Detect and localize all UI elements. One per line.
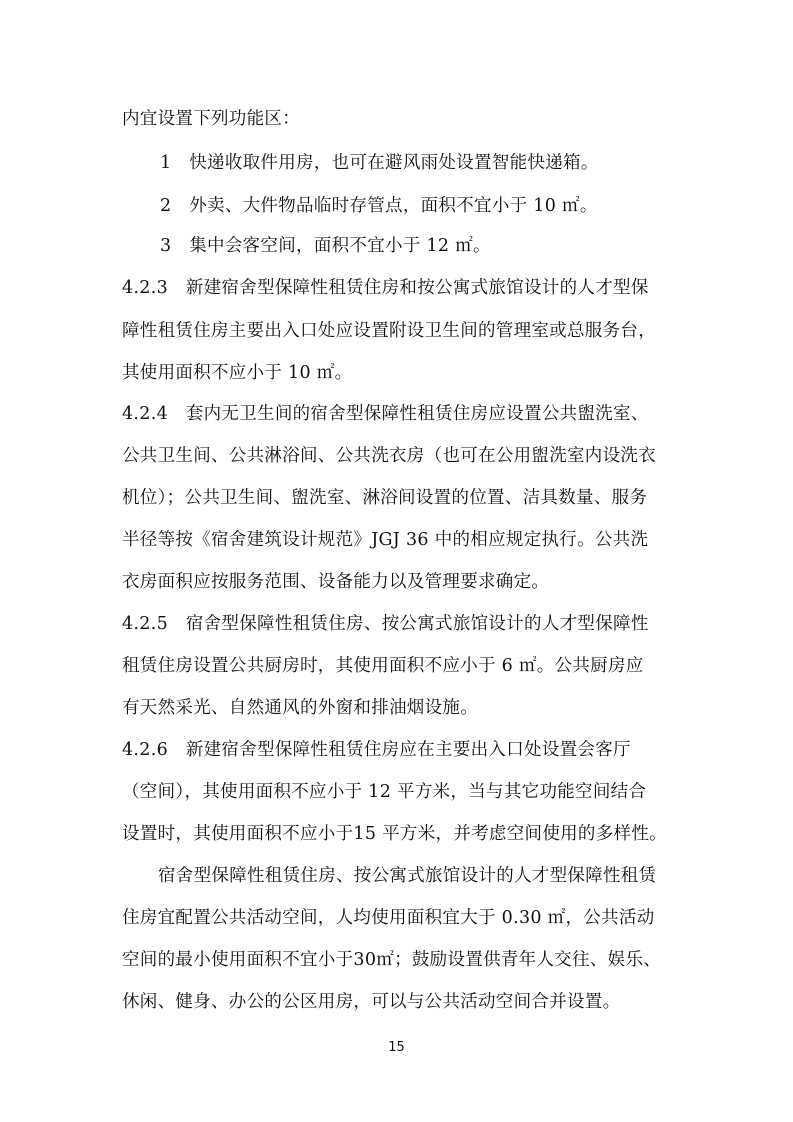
text-line: 有天然采光、自然通风的外窗和排油烟设施。 [122, 698, 478, 718]
clause-heading-line: 4.2.6 新建宿舍型保障性租赁住房应在主要出入口处设置会客厅 [122, 740, 631, 760]
page-number: 15 [388, 1040, 405, 1055]
text-line: 空间的最小使用面积不宜小于30㎡；鼓励设置供青年人交往、娱乐、 [122, 950, 662, 970]
paragraph-first-line: 宿舍型保障性租赁住房、按公寓式旅馆设计的人才型保障性租赁 [158, 866, 657, 886]
text-line: 公共卫生间、公共淋浴间、公共洗衣房（也可在公用盥洗室内设洗衣 [122, 446, 656, 466]
text-line: 租赁住房设置公共厨房时，其使用面积不应小于 6 ㎡。公共厨房应 [122, 656, 644, 676]
list-item: 1 快递收取件用房，也可在避风雨处设置智能快递箱。 [160, 153, 599, 173]
text-line: 障性租赁住房主要出入口处应设置附设卫生间的管理室或总服务台， [122, 321, 656, 341]
text-line: 其使用面积不应小于 10 ㎡。 [122, 363, 353, 383]
text-line: 休闲、健身、办公的公区用房，可以与公共活动空间合并设置。 [122, 992, 621, 1012]
text-line: 机位）；公共卫生间、盥洗室、淋浴间设置的位置、洁具数量、服务 [122, 488, 648, 508]
text-line: 住房宜配置公共活动空间，人均使用面积宜大于 0.30 ㎡，公共活动 [122, 908, 655, 928]
clause-heading-line: 4.2.5 宿舍型保障性租赁住房、按公寓式旅馆设计的人才型保障性 [122, 614, 649, 634]
text-line: 衣房面积应按服务范围、设备能力以及管理要求确定。 [122, 572, 550, 592]
text-line: 半径等按《宿舍建筑设计规范》JGJ 36 中的相应规定执行。公共洗 [122, 530, 649, 550]
clause-heading-line: 4.2.3 新建宿舍型保障性租赁住房和按公寓式旅馆设计的人才型保 [122, 278, 649, 298]
text-line: （空间），其使用面积不应小于 12 平方米，当与其它功能空间结合 [122, 782, 647, 802]
text-line: 设置时，其使用面积不应小于15 平方米，并考虑空间使用的多样性。 [122, 824, 667, 844]
clause-heading-line: 4.2.4 套内无卫生间的宿舍型保障性租赁住房应设置公共盥洗室、 [122, 404, 649, 424]
list-item: 3 集中会客空间，面积不宜小于 12 ㎡。 [160, 236, 491, 256]
text-line: 内宜设置下列功能区： [122, 109, 300, 129]
list-item: 2 外卖、大件物品临时存管点，面积不宜小于 10 ㎡。 [160, 196, 598, 216]
